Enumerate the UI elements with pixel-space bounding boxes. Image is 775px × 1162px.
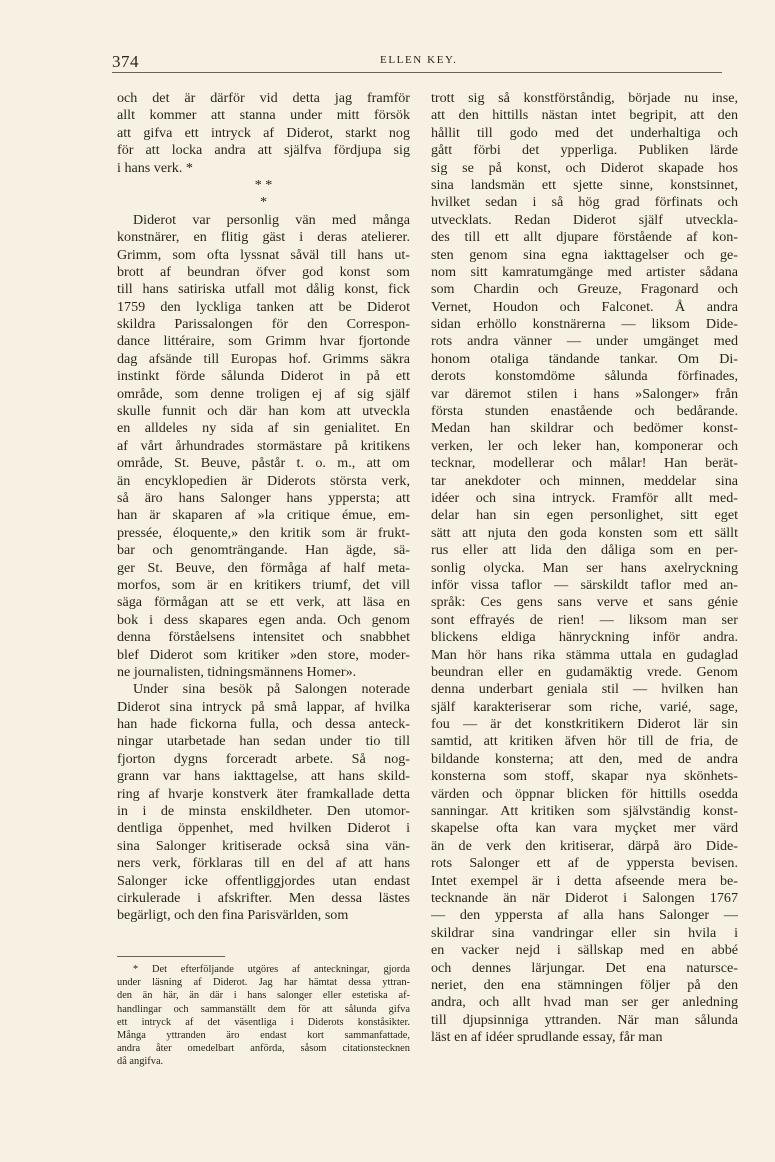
text-line: läst en af idéer sprudlande essay, får man	[431, 1029, 663, 1046]
text-line: än encyklopedien är Diderots största verk,	[117, 472, 410, 489]
text-line: instinkt förde sålunda Diderot in på ett	[117, 368, 410, 385]
text-line: morfos, som är en kritikers triumf, det vill	[117, 576, 410, 593]
text-line: denna underbart geniala stil — hvilken han	[431, 681, 738, 698]
footnote-line: ett intryck af det väsentliga i Diderots konståsikter.	[117, 1016, 410, 1028]
text-line: till djupsinniga yttranden. När man sålunda	[431, 1011, 738, 1028]
text-line: Under sina besök på Salongen noterade	[133, 681, 410, 698]
running-head: ELLEN KEY.	[380, 54, 458, 66]
text-line: sonlig olycka. Man ser hans axelryckning	[431, 559, 738, 576]
text-line: sig se på konst, och Diderot skapade hos	[431, 159, 738, 176]
footnote-line: den än här, än där i hans salonger eller estetiska af-	[117, 990, 410, 1002]
text-line: sidan erhöllo konstnärerna — liksom Dide-	[431, 316, 738, 333]
text-line: en alldeles ny sida af sin genialitet. En	[117, 420, 410, 437]
text-line: trott sig så konstförståndig, började nu inse,	[431, 90, 738, 106]
text-line: i hans verk. *	[117, 159, 193, 176]
text-line: själf karakteriserar som riche, varié, sage,	[431, 698, 738, 715]
text-line: rus eller att lida den dåliga som en per-	[431, 542, 738, 559]
text-line: skulle funnit och där han kom att utveckla	[117, 403, 410, 420]
footnote-line: andra åter omedelbart anförda, såsom citationstecknen	[117, 1043, 410, 1055]
text-line: af vårt århundrades stormästare på kritikens	[117, 437, 410, 454]
text-line: bar och genomträngande. Han ägde, sä-	[117, 542, 410, 559]
footnote-divider	[117, 956, 225, 957]
text-line: han är skaparen af »la critique émue, em-	[117, 507, 410, 524]
text-line: en vacker nejd i sällskap med en abbé	[431, 942, 738, 959]
text-line: des till ett allt djupare förstående af kon-	[431, 229, 738, 246]
text-line: verken, ler och leker han, komponerar och	[431, 437, 738, 454]
text-line: ne journalisten, tidningsmännens Homer».	[117, 663, 357, 680]
text-line: och dennes lärjungar. Det ena natursce-	[431, 959, 738, 976]
text-line: skildra Parissalongen för den Correspon-	[117, 316, 410, 333]
text-line: än de verk den kritiserar, därpå äro Dide-	[431, 837, 738, 854]
text-line: värden och öppnar blicken för hittills osedda	[431, 785, 738, 802]
text-line: 1759 den lyckliga tanken att be Diderot	[117, 298, 410, 315]
text-line: bok i dess skapares egen anda. Och genom	[117, 611, 410, 628]
text-line: säga förmågan att se ett verk, att läsa en	[117, 594, 410, 611]
footnote	[117, 963, 410, 1069]
text-line: Vernet, Houdon och Falconet. Å andra	[431, 298, 738, 315]
footnote-line: * Det efterföljande utgöres af anteckningar, gjorda	[133, 964, 410, 975]
text-line: för att locka andra att själfva fördjupa sig	[117, 142, 410, 159]
page-number: 374	[112, 52, 139, 71]
text-line: fjorton dygns forceradt arbete. Så nog-	[117, 750, 410, 767]
text-line: blef Diderot som kritiker »den store, moder-	[117, 646, 410, 663]
text-line: tecknande än när Diderot i Salongen 1767	[431, 889, 738, 906]
text-line: område, St. Beuve, påstår t. o. m., att om	[117, 455, 410, 472]
text-line: hållit till godo med det underhaltiga och	[431, 124, 738, 141]
text-line: bildande konsterna; att den, med de andra	[431, 750, 738, 767]
text-line: att gifva ett intryck af Diderot, starkt nog	[117, 124, 410, 141]
text-line: * *	[254, 176, 273, 193]
text-line: dance littéraire, som Grimm hvar fjortonde	[117, 333, 410, 350]
text-line: var däremot stilen i hans »Salonger» från	[431, 385, 738, 402]
left-column	[117, 90, 410, 925]
text-line: beundran eller en gudamäktig vrede. Genom	[431, 663, 738, 680]
text-line: Man hör hans rika stämma uttala en gudaglad	[431, 646, 738, 663]
text-line: dag afsände till Europas hof. Grimms säkra	[117, 350, 410, 367]
text-line: konsterna som stoff, skapar nya skönhets-	[431, 768, 738, 785]
text-line: tar anekdoter och minnen, meddelar sina	[431, 472, 738, 489]
text-line: område, som denne troligen ej af sig själf	[117, 385, 410, 402]
text-line: ring af hvarje konstverk äter framkallade detta	[117, 785, 410, 802]
text-line: fou — är det konstkritikern Diderot lär sin	[431, 716, 738, 733]
text-line: ningar utarbetade han sedan under tio till	[117, 733, 410, 750]
text-line: skildrar sina vandringar eller sin hvila i	[431, 924, 738, 941]
text-line: som Chardin och Greuze, Fragonard och	[431, 281, 738, 298]
text-line: Diderot var personlig vän med många	[133, 211, 410, 228]
text-line: gått förbi det ypperliga. Publiken lärde	[431, 142, 738, 159]
text-line: idéer och sina intryck. Framför allt med-	[431, 489, 738, 506]
text-line: sont effrayés de rien! — liksom man ser	[431, 611, 738, 628]
text-line: språk: Ces gens sans verve et sans génie	[431, 594, 738, 611]
text-line: — den yppersta af alla hans Salonger —	[431, 907, 738, 924]
text-line: blickens eldiga hänryckning inför andra.	[431, 629, 738, 646]
page-header	[112, 52, 722, 73]
text-line: hvilket sedan i så hög grad förfinats och	[431, 194, 738, 211]
text-line: brott af beundran öfver god konst som	[117, 263, 410, 280]
text-line: sten genom sina egna iakttagelser och ge-	[431, 246, 738, 263]
text-line: grann var hans iakttagelse, att hans skild-	[117, 768, 410, 785]
right-column	[431, 90, 738, 1046]
text-line: inför vissa taflor — särskildt taflor med an-	[431, 576, 738, 593]
text-line: derots konstomdöme sålunda förfinades,	[431, 368, 738, 385]
text-line: konstnärer, en flitig gäst i deras atelierer.	[117, 229, 410, 246]
footnote-line: Många yttranden äro endast kort sammanfattade,	[117, 1029, 410, 1041]
text-line: och det är därför vid detta jag framför	[117, 90, 410, 106]
text-line: så äro hans Salonger hans yppersta; att	[117, 489, 410, 506]
text-line: samtid, att kritiken äfven hör till de fria, de	[431, 733, 738, 750]
footnote-line: då angifva.	[117, 1056, 164, 1068]
text-line: allt kommer att stanna under mitt försök	[117, 107, 410, 124]
text-line: Salonger icke offentliggjordes utan endast	[117, 872, 410, 889]
text-line: utvecklats. Redan Diderot själf utveckla-	[431, 211, 738, 228]
text-line: delar han sin egen personlighet, sitt eget	[431, 507, 738, 524]
text-line: in i de minsta enskildheter. Den utomor-	[117, 803, 410, 820]
text-line: cirkulerade i afskrifter. Men dessa lästes	[117, 889, 410, 906]
text-line: nom sitt kamratumgänge med artister sådana	[431, 263, 738, 280]
text-line: ger St. Beuve, den förmåga af half meta-	[117, 559, 410, 576]
text-line: neriet, den ena stämningen följer på den	[431, 976, 738, 993]
text-line: sina landsmän ett sjette sinne, konstsinnet,	[431, 176, 738, 193]
footnote-line: handlingar och sammanställt dem för att sålunda gifva	[117, 1003, 410, 1015]
text-line: skapelse ofta kan vara myçket mer värd	[431, 820, 738, 837]
text-line: rots andra vänner — under umgänget med	[431, 333, 738, 350]
text-line: honom otaliga tändande tankar. Om Di-	[431, 350, 738, 367]
text-line: tecknar, modellerar och målar! Han berät-	[431, 455, 738, 472]
text-line: att den hittills nästan intet begripit, att den	[431, 107, 738, 124]
text-line: rots Salonger ett af de yppersta bevisen.	[431, 855, 738, 872]
text-line: dentliga öppenhet, med hvilken Diderot i	[117, 820, 410, 837]
text-line: Diderot sina intryck på små lappar, af hvilka	[117, 698, 410, 715]
text-line: *	[259, 194, 268, 211]
text-line: sanningar. Att kritiken som självständig konst-	[431, 803, 738, 820]
text-line: Medan han skildrar och bedömer konst-	[431, 420, 738, 437]
text-line: han hade fickorna fulla, och dessa anteck-	[117, 716, 410, 733]
text-line: andra, och allt hvad man ser ger anledning	[431, 994, 738, 1011]
footnote-line: under läsning af Diderot. Jag har hämtat dessa yttran-	[117, 977, 410, 989]
text-line: pressée, éloquente,» den kritik som är frukt-	[117, 524, 410, 541]
text-line: begärligt, och den fina Parisvärlden, som	[117, 907, 349, 924]
text-line: Intet exempel är i detta afseende mera be-	[431, 872, 738, 889]
text-line: sätt att njuta den goda konsten som ett sällt	[431, 524, 738, 541]
text-line: första stunden enastående och bedårande.	[431, 403, 738, 420]
text-line: sina Salonger kritiserade också sina vän-	[117, 837, 410, 854]
text-line: ners verk, förklaras till en del af att hans	[117, 855, 410, 872]
text-line: denna förståelsens intensitet och snabbhet	[117, 629, 410, 646]
text-line: Grimm, som ofta lyssnat såväl till hans ut-	[117, 246, 410, 263]
text-line: till hans satiriska utfall mot dålig konst, fick	[117, 281, 410, 298]
